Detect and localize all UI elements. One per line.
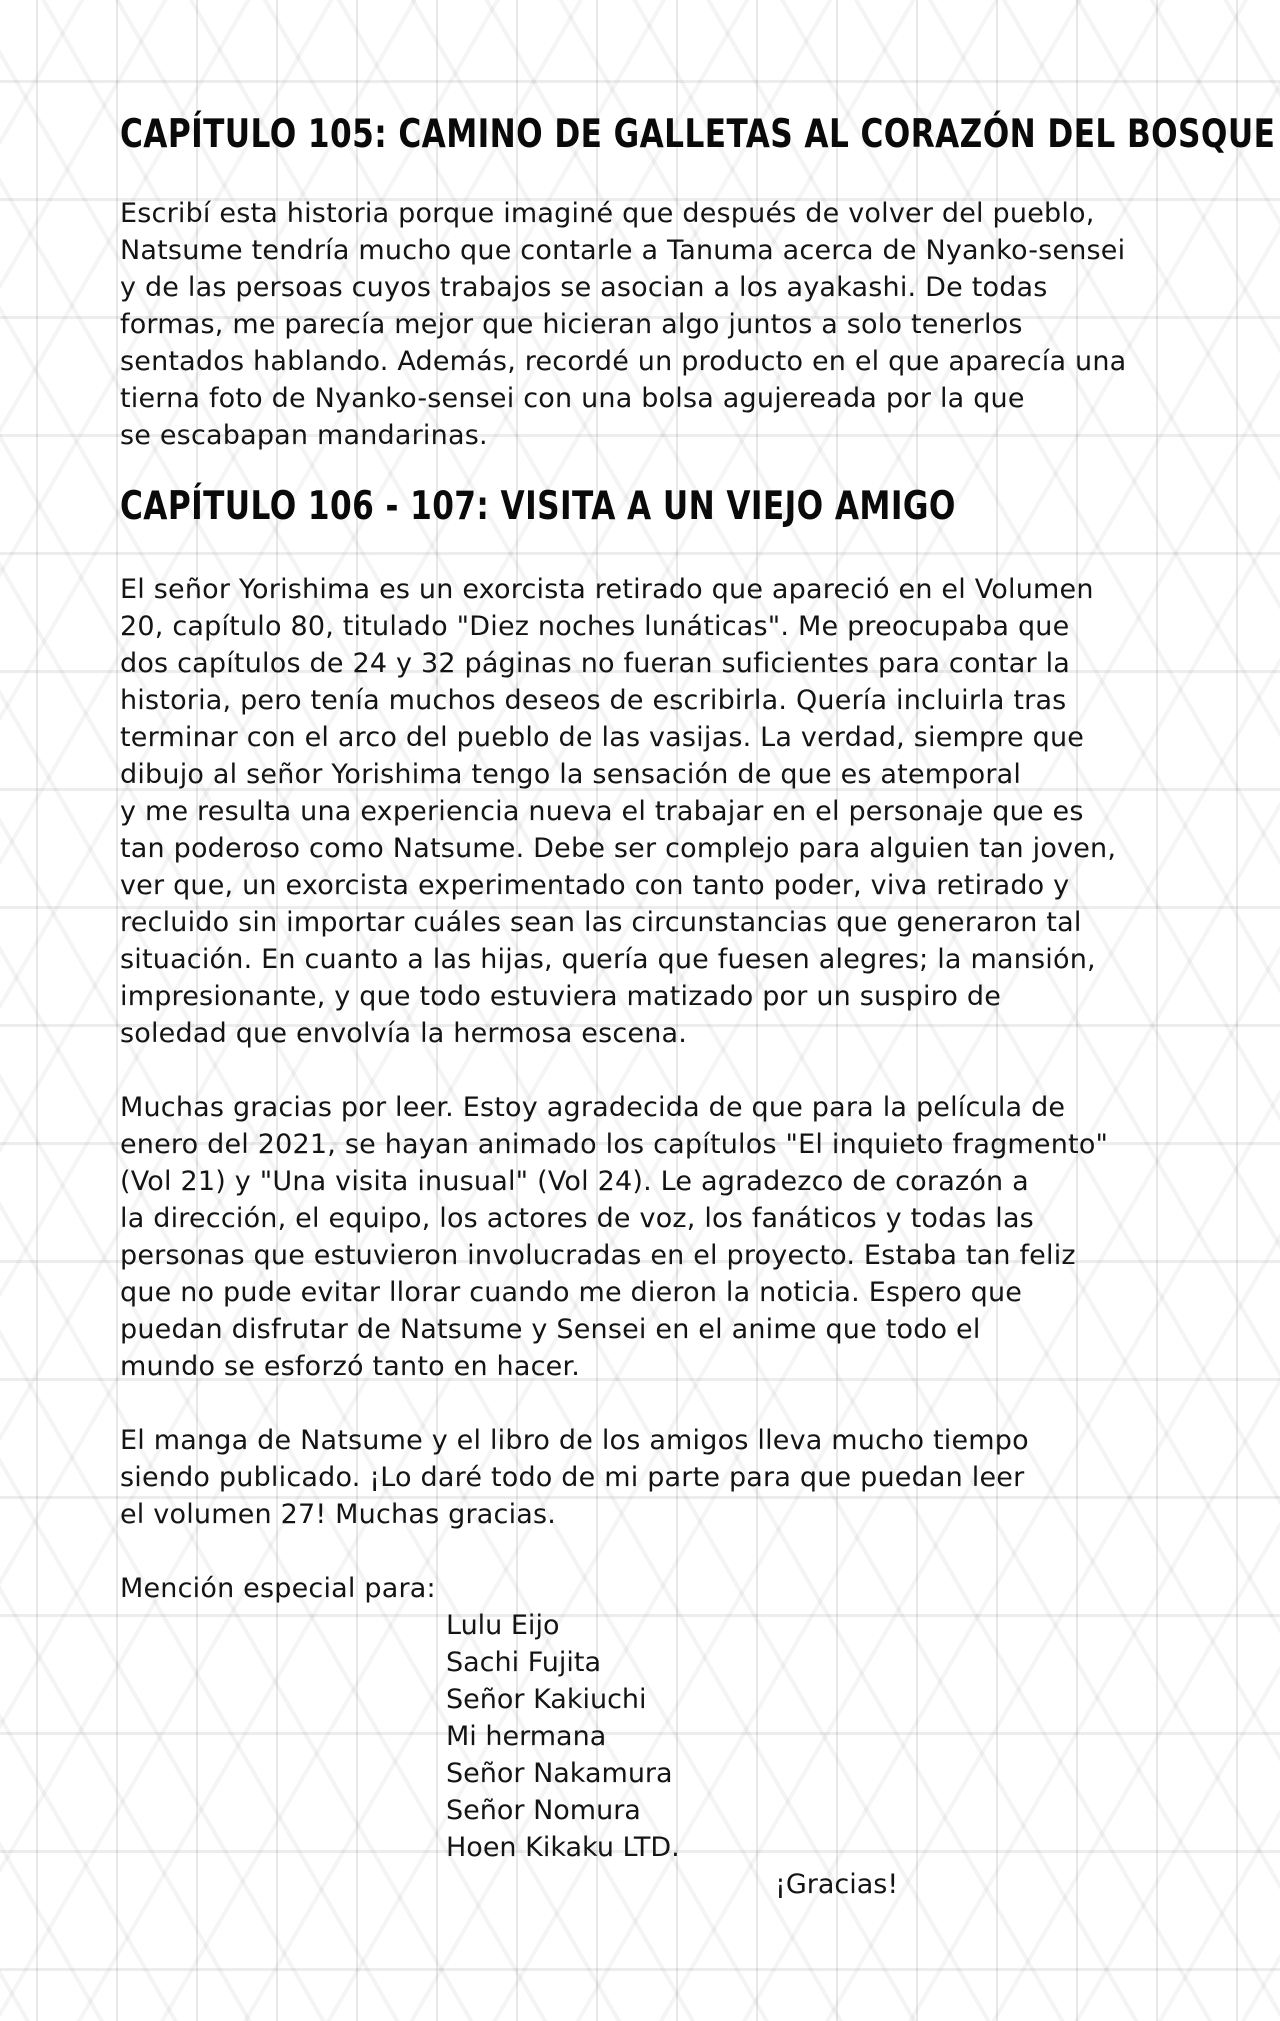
paragraph-line: puedan disfrutar de Natsume y Sensei en el anime que todo el — [120, 1314, 981, 1345]
special-mention-label: Mención especial para: — [120, 1573, 436, 1604]
paragraph-line: que no pude evitar llorar cuando me dieron la noticia. Espero que — [120, 1277, 1023, 1308]
afterword-page — [120, 112, 1276, 1903]
credit-name: Lulu Eijo — [446, 1610, 560, 1641]
paragraph-spacer — [120, 1533, 1180, 1570]
paragraph-line: y me resulta una experiencia nueva el trabajar en el personaje que es — [120, 796, 1084, 827]
paragraph-line: impresionante, y que todo estuviera matizado por un suspiro de — [120, 981, 1002, 1012]
special-mention-list — [446, 1607, 1180, 1866]
paragraph-line: el volumen 27! Muchas gracias. — [120, 1499, 557, 1530]
chapter-105-paragraph — [120, 195, 1180, 454]
paragraph-line: mundo se esforzó tanto en hacer. — [120, 1351, 581, 1382]
paragraph-line: la dirección, el equipo, los actores de voz, los fanáticos y todas las — [120, 1203, 1034, 1234]
sign-off: ¡Gracias! — [775, 1869, 899, 1900]
paragraph-line: El señor Yorishima es un exorcista retirado que apareció en el Volumen — [120, 574, 1094, 605]
credit-name: Señor Nomura — [446, 1795, 641, 1826]
chapter-105-heading: CAPÍTULO 105: CAMINO DE GALLETAS AL CORAZÓN DEL BOSQUE — [120, 112, 1276, 157]
chapter-106-107-heading: CAPÍTULO 106 - 107: VISITA A UN VIEJO AMIGO — [120, 484, 956, 529]
paragraph-line: Natsume tendría mucho que contarle a Tanuma acerca de Nyanko-sensei — [120, 235, 1126, 266]
paragraph-line: tan poderoso como Natsume. Debe ser complejo para alguien tan joven, — [120, 833, 1117, 864]
paragraph-line: se escabapan mandarinas. — [120, 420, 488, 451]
thanks-paragraph — [120, 1089, 1180, 1385]
paragraph-line: Muchas gracias por leer. Estoy agradecida de que para la película de — [120, 1092, 1066, 1123]
paragraph-line: situación. En cuanto a las hijas, quería que fuesen alegres; la mansión, — [120, 944, 1096, 975]
paragraph-line: recluido sin importar cuáles sean las circunstancias que generaron tal — [120, 907, 1082, 938]
paragraph-line: enero del 2021, se hayan animado los capítulos "El inquieto fragmento" — [120, 1129, 1109, 1160]
paragraph-line: soledad que envolvía la hermosa escena. — [120, 1018, 688, 1049]
credit-name: Mi hermana — [446, 1721, 607, 1752]
paragraph-line: tierna foto de Nyanko-sensei con una bolsa agujereada por la que — [120, 383, 1025, 414]
paragraph-line: siendo publicado. ¡Lo daré todo de mi parte para que puedan leer — [120, 1462, 1025, 1493]
credit-name: Señor Nakamura — [446, 1758, 673, 1789]
paragraph-line: El manga de Natsume y el libro de los amigos lleva mucho tiempo — [120, 1425, 1029, 1456]
paragraph-spacer — [120, 1052, 1180, 1089]
paragraph-spacer — [120, 1385, 1180, 1422]
paragraph-line: terminar con el arco del pueblo de las vasijas. La verdad, siempre que — [120, 722, 1085, 753]
paragraph-line: ver que, un exorcista experimentado con tanto poder, viva retirado y — [120, 870, 1070, 901]
credit-name: Señor Kakiuchi — [446, 1684, 647, 1715]
closing-paragraph — [120, 1422, 1180, 1533]
paragraph-line: y de las persoas cuyos trabajos se asocian a los ayakashi. De todas — [120, 272, 1048, 303]
paragraph-line: formas, me parecía mejor que hicieran algo juntos a solo tenerlos — [120, 309, 1023, 340]
paragraph-line: historia, pero tenía muchos deseos de escribirla. Quería incluirla tras — [120, 685, 1067, 716]
credit-name: Sachi Fujita — [446, 1647, 602, 1678]
paragraph-line: dibujo al señor Yorishima tengo la sensación de que es atemporal — [120, 759, 1022, 790]
chapter-106-107-paragraph — [120, 571, 1180, 1052]
credit-name: Hoen Kikaku LTD. — [446, 1832, 680, 1863]
paragraph-line: sentados hablando. Además, recordé un producto en el que aparecía una — [120, 346, 1127, 377]
paragraph-line: Escribí esta historia porque imaginé que después de volver del pueblo, — [120, 198, 1095, 229]
paragraph-line: dos capítulos de 24 y 32 páginas no fueran suficientes para contar la — [120, 648, 1071, 679]
paragraph-line: (Vol 21) y "Una visita inusual" (Vol 24). Le agradezco de corazón a — [120, 1166, 1029, 1197]
paragraph-line: personas que estuvieron involucradas en el proyecto. Estaba tan feliz — [120, 1240, 1076, 1271]
paragraph-line: 20, capítulo 80, titulado "Diez noches lunáticas". Me preocupaba que — [120, 611, 1070, 642]
